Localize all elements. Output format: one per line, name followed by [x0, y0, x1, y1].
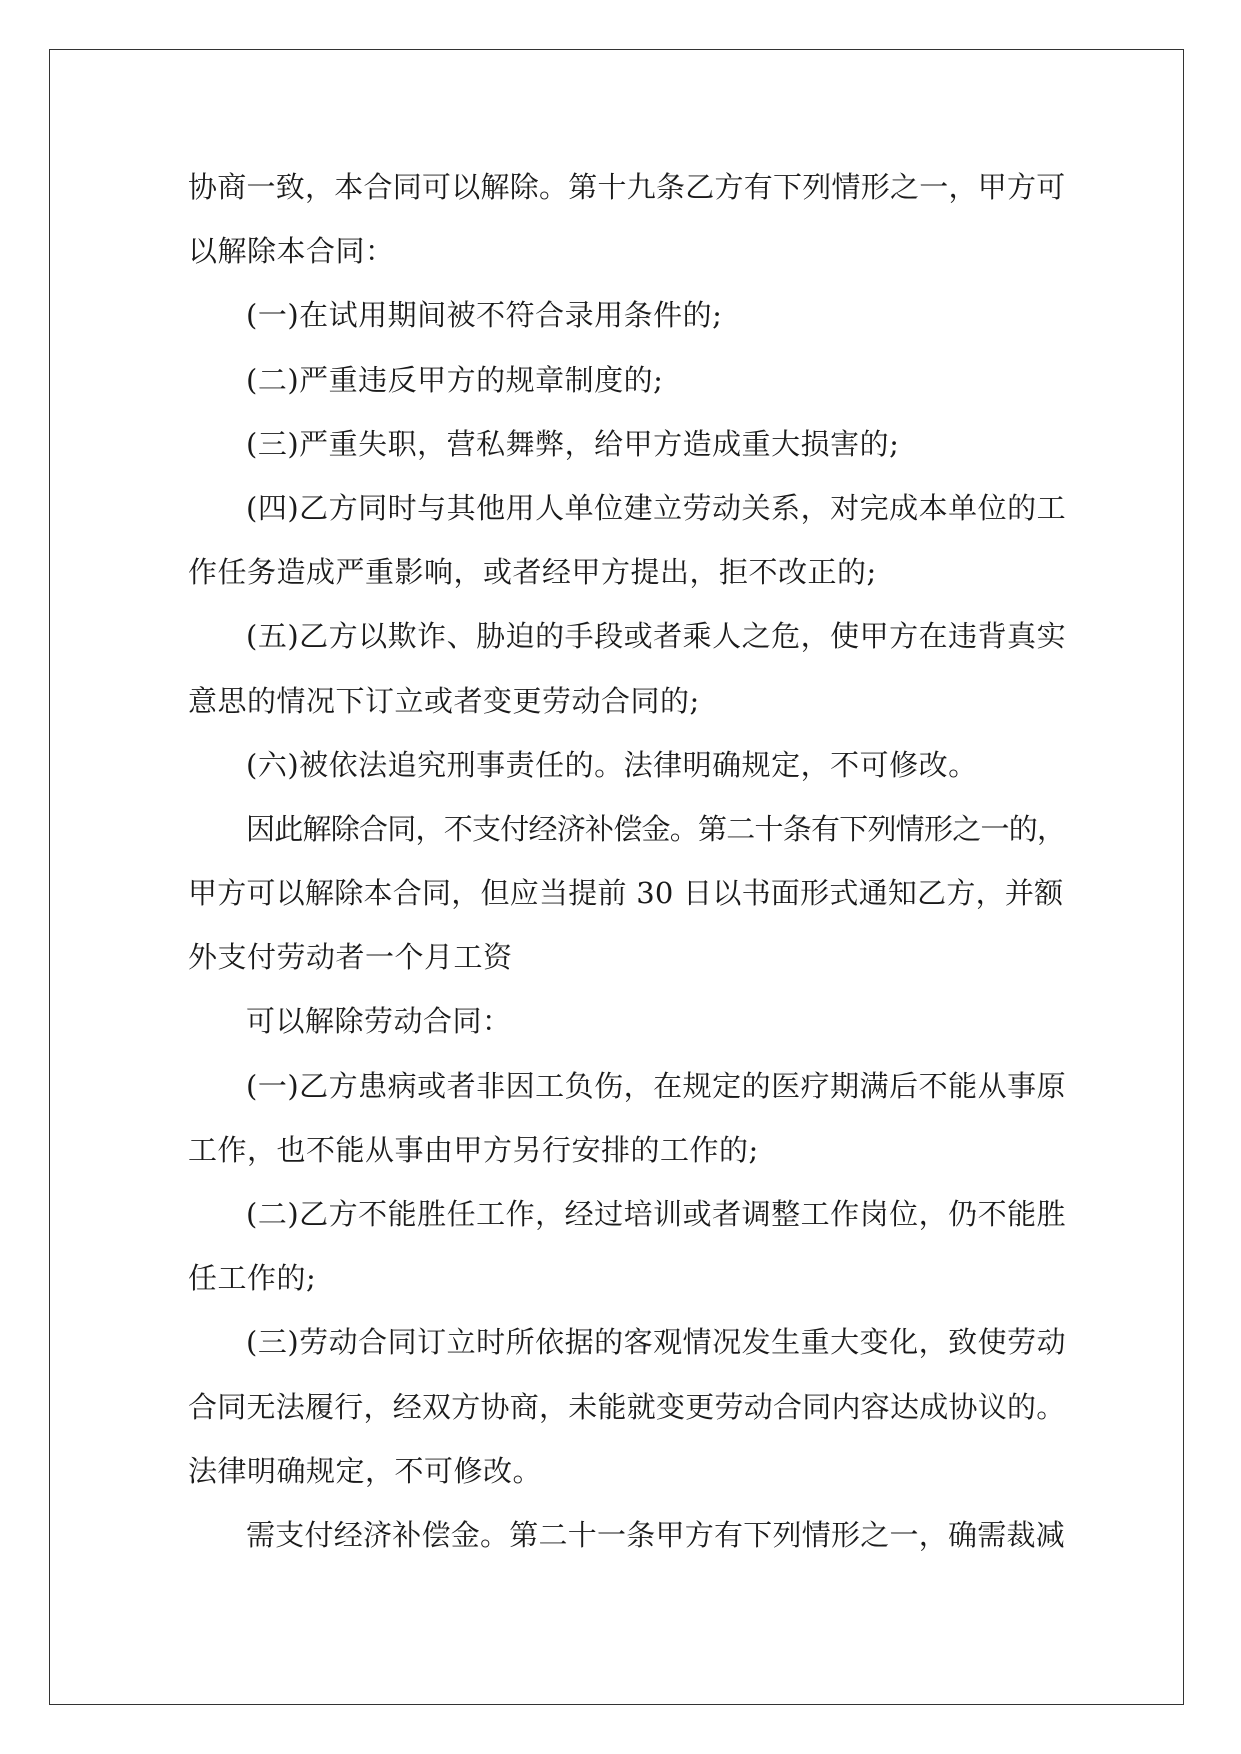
text-line: (二)乙方不能胜任工作，经过培训或者调整工作岗位，仍不能胜	[246, 1197, 1067, 1231]
text-line: (一)乙方患病或者非因工负伤，在规定的医疗期满后不能从事原	[246, 1068, 1067, 1103]
text-line: 甲方可以解除本合同，但应当提前 30 日以书面形式通知乙方，并额	[188, 876, 1064, 911]
text-line: (四)乙方同时与其他用人单位建立劳动关系，对完成本单位的工	[246, 490, 1067, 525]
text-line: 法律明确规定，不可修改。	[188, 1453, 543, 1488]
text-line: (二)严重违反甲方的规章制度的;	[246, 362, 664, 397]
text-line: 需支付经济补偿金。第二十一条甲方有下列情形之一，确需裁减	[246, 1517, 1066, 1552]
text-line: 可以解除劳动合同：	[246, 1004, 512, 1039]
text-line: (一)在试用期间被不符合录用条件的;	[246, 298, 723, 333]
text-line: (三)劳动合同订立时所依据的客观情况发生重大变化，致使劳动	[246, 1325, 1067, 1360]
text-line: (五)乙方以欺诈、胁迫的手段或者乘人之危，使甲方在违背真实	[246, 619, 1067, 654]
text-line: (六)被依法追究刑事责任的。法律明确规定，不可修改。	[246, 747, 978, 782]
text-line: (三)严重失职，营私舞弊，给甲方造成重大损害的;	[246, 426, 900, 461]
text-line: 因此解除合同，不支付经济补偿金。第二十条有下列情形之一的，	[246, 811, 1066, 846]
text-line: 协商一致，本合同可以解除。第十九条乙方有下列情形之一，甲方可	[188, 170, 1066, 204]
text-line: 意思的情况下订立或者变更劳动合同的;	[188, 683, 700, 718]
document-body	[188, 155, 1068, 1567]
text-line: 任工作的;	[188, 1261, 317, 1296]
text-line: 作任务造成严重影响，或者经甲方提出，拒不改正的;	[188, 555, 877, 590]
text-line: 以解除本合同：	[188, 234, 395, 269]
text-line: 外支付劳动者一个月工资	[188, 940, 513, 975]
text-line: 工作，也不能从事由甲方另行安排的工作的;	[188, 1132, 759, 1167]
text-line: 合同无法履行，经双方协商，未能就变更劳动合同内容达成协议的。	[188, 1389, 1066, 1424]
